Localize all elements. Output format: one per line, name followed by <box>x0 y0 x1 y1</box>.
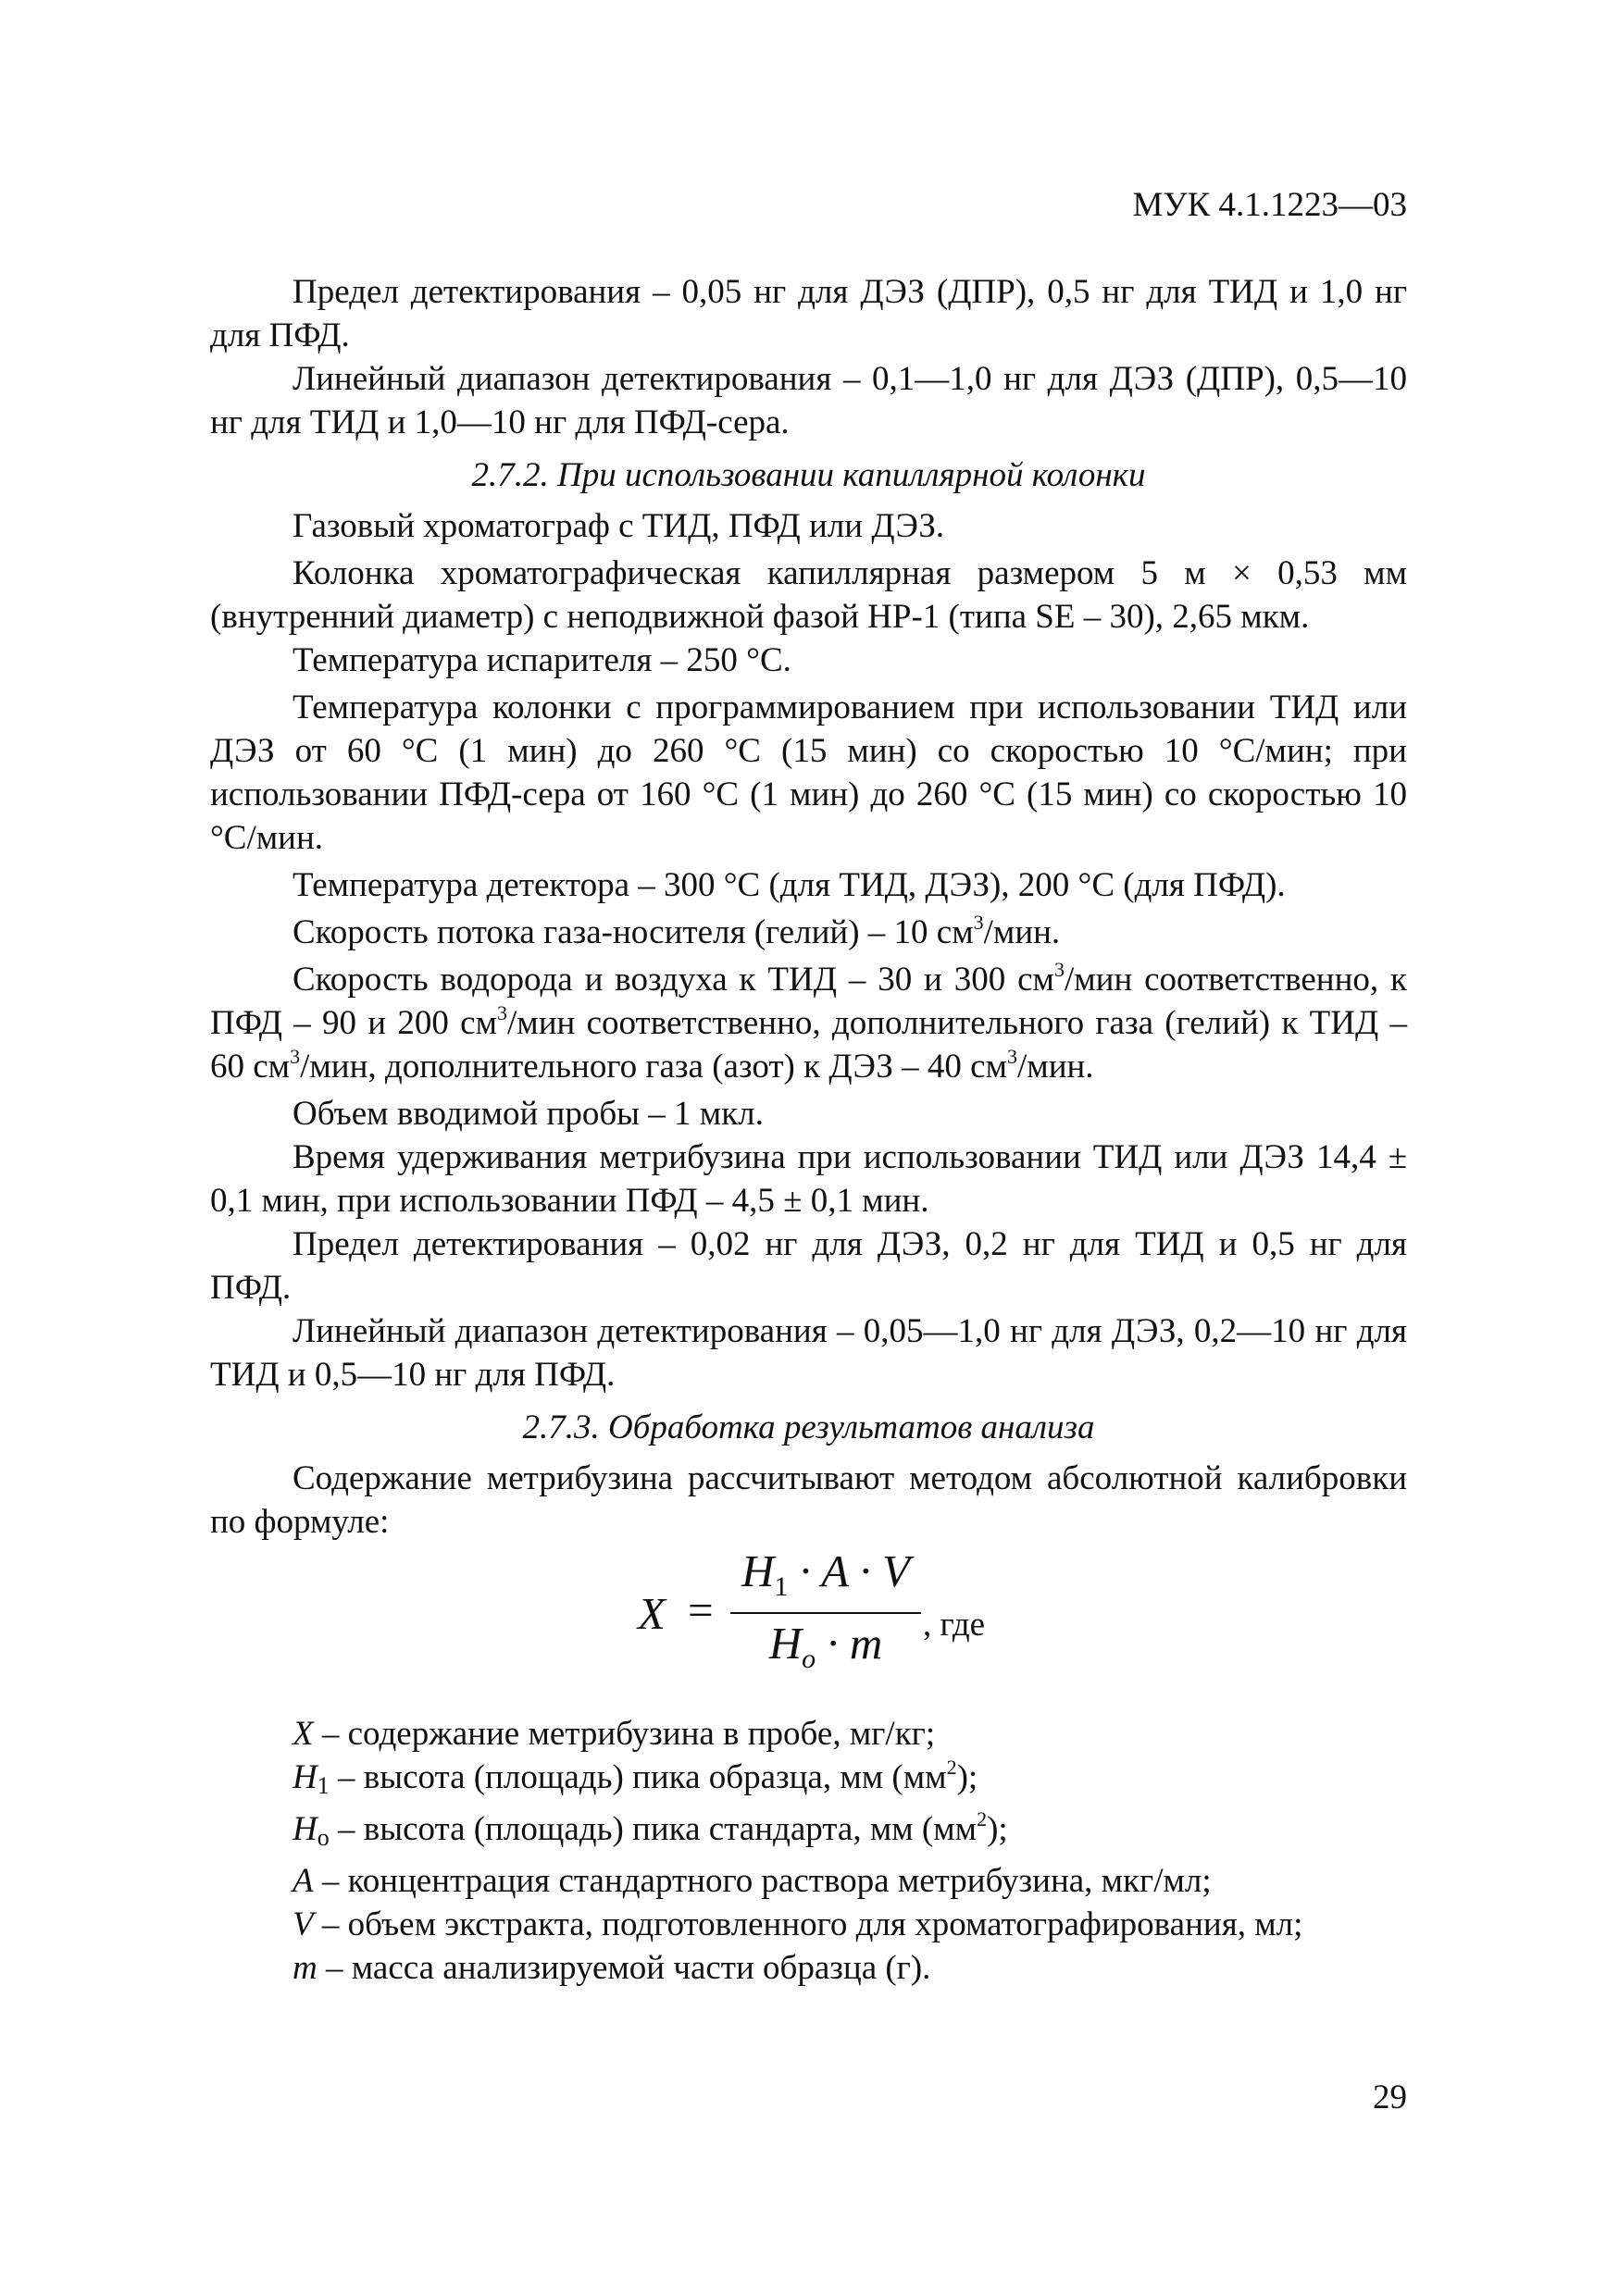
formula-equals: = <box>688 1584 714 1635</box>
paragraph-linear-range-packed: Линейный диапазон детектирования – 0,1—1,0 нг для ДЭЗ (ДПР), 0,5—10 нг для ТИД и 1,0—10 нг для ПФД-сера. <box>210 360 1407 441</box>
section-title-2-7-2: 2.7.2. При использовании капиллярной колонки <box>471 456 1146 494</box>
paragraph-linear-range-capillary: Линейный диапазон детектирования – 0,05—1,0 нг для ДЭЗ, 0,2—10 нг для ТИД и 0,5—10 нг для ПФД. <box>210 1312 1407 1394</box>
definition-m: m – масса анализируемой части образца (г). <box>293 1949 931 1987</box>
definition-x: X – содержание метрибузина в пробе, мг/кг; <box>293 1715 936 1753</box>
paragraph-column: Колонка хроматографическая капиллярная размером 5 м × 0,53 мм (внутренний диаметр) с неподвижной фазой HP-1 (типа SE – 30), 2,65 мкм. <box>210 554 1407 636</box>
definition-h0: Ho – высота (площадь) пика стандарта, мм $(мм^2)$; <box>293 1807 1008 1851</box>
formula-denominator: $H_o \cdot m$ <box>768 1618 883 1674</box>
formula-tail: , где <box>923 1606 986 1644</box>
formula-numerator: $H_1 \cdot A \cdot V$ <box>741 1545 910 1602</box>
paragraph-chromatograph: Газовый хроматограф с ТИД, ПФД или ДЭЗ. <box>293 507 945 545</box>
paragraph-carrier-gas-flow: Скорость потока газа-носителя (гелий) – 10 $см^3$/мин. <box>293 911 1061 951</box>
calculation-formula <box>210 1545 1407 1706</box>
variable-definitions <box>210 1712 1407 1990</box>
paragraph-hydrogen-air-flow: Скорость водорода и воздуха к ТИД – 30 и 300 $см^3$/мин соответственно, к ПФД – 90 и 200 $см^3$/мин соответственно, дополнительного газа (гелий) к ТИД – 60 $см^3$/мин, дополнительного газа (азот) к ДЭЗ – 40 $см^3$/мин. <box>210 958 1408 1086</box>
paragraph-detection-limit-packed: Предел детектирования – 0,05 нг для ДЭЗ (ДПР), 0,5 нг для ТИД и 1,0 нг для ПФД. <box>210 273 1407 354</box>
paragraph-retention-time: Время удерживания метрибузина при использовании ТИД или ДЭЗ 14,4 ± 0,1 мин, при использовании ПФД – 4,5 ± 0,1 мин. <box>210 1138 1407 1220</box>
paragraph-evaporator-temp: Температура испарителя – 250 °С. <box>293 641 791 679</box>
paragraph-detection-limit-capillary: Предел детектирования – 0,02 нг для ДЭЗ, 0,2 нг для ТИД и 0,5 нг для ПФД. <box>210 1225 1407 1307</box>
paragraph-column-temp: Температура колонки с программированием при использовании ТИД или ДЭЗ от 60 °С (1 мин) до 260 °С (15 мин) со скоростью 10 °С/мин; при использовании ПФД-сера от 160 °С (1 мин) до 260 °С (15 мин) со скоростью 10 °С/мин. <box>210 689 1407 857</box>
paragraph-calculation-intro: Содержание метрибузина рассчитывают методом абсолютной калибровки по формуле: <box>210 1459 1407 1541</box>
definition-a: A – концентрация стандартного раствора метрибузина, мкг/мл; <box>293 1862 1212 1900</box>
definition-v: V – объем экстракта, подготовленного для хроматографирования, мл; <box>293 1905 1303 1943</box>
paragraph-sample-volume: Объем вводимой пробы – 1 мкл. <box>293 1095 764 1133</box>
document-code-header: МУК 4.1.1223—03 <box>1132 186 1407 224</box>
formula-fraction-bar <box>730 1612 921 1614</box>
page-content <box>210 270 1407 1990</box>
section-title-2-7-3: 2.7.3. Обработка результатов анализа <box>522 1409 1095 1446</box>
formula-lhs: X <box>638 1588 666 1639</box>
paragraph-detector-temp: Температура детектора – 300 °С (для ТИД, ДЭЗ), 200 °С (для ПФД). <box>293 866 1286 904</box>
definition-h1: H1 – высота (площадь) пика образца, мм $(мм^2)$; <box>293 1756 978 1799</box>
page-number: 29 <box>1373 2079 1407 2116</box>
